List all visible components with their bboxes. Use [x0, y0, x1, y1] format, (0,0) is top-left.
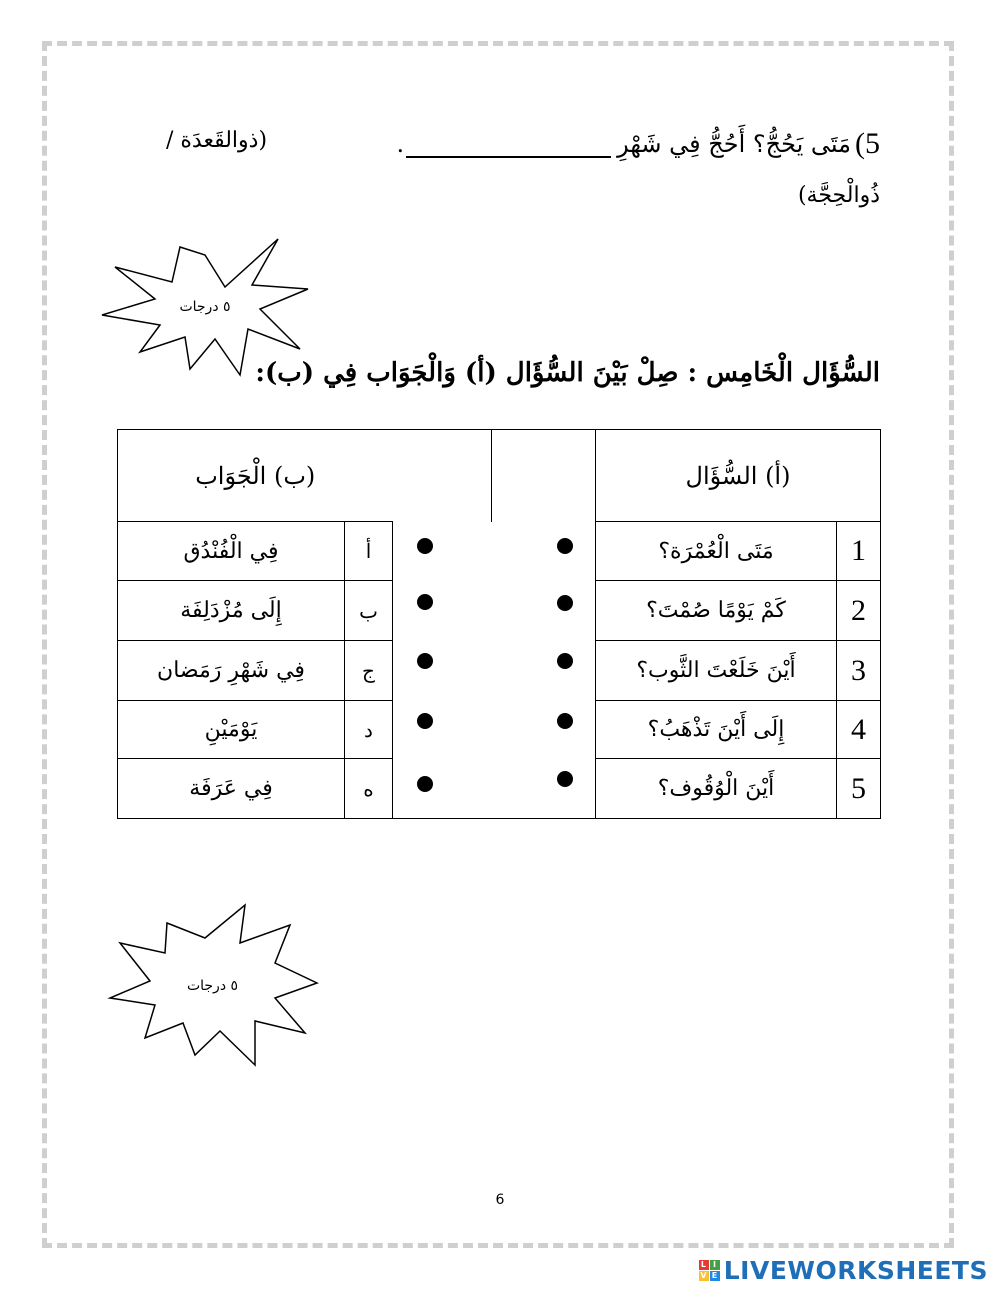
answer-cell: يَوْمَيْنِ	[118, 701, 345, 759]
question-dot[interactable]	[557, 713, 573, 729]
match-dots	[393, 759, 596, 819]
question-dot[interactable]	[557, 653, 573, 669]
answer-letter: ب	[345, 581, 393, 641]
answer-dot[interactable]	[417, 653, 433, 669]
answer-letter: أ	[345, 522, 393, 581]
answer-cell: فِي عَرَفَة	[118, 759, 345, 819]
header-questions: (أ) السُّؤَال	[596, 430, 881, 522]
header-spacer	[393, 430, 596, 522]
match-dots	[393, 522, 596, 581]
match-dots	[393, 701, 596, 759]
liveworksheets-logo-icon: L I V E	[699, 1260, 720, 1281]
match-dots	[393, 641, 596, 701]
row-number: 5	[837, 759, 881, 819]
question-5-options-continued: ذُوالْحِجَّة)	[797, 183, 880, 208]
score-label: ٥ درجات	[186, 977, 239, 994]
answer-letter: د	[345, 701, 393, 759]
question-5-line	[396, 122, 880, 166]
table-row	[118, 759, 881, 819]
question-cell: كَمْ يَوْمًا صُمْتَ؟	[596, 581, 837, 641]
row-number: 2	[837, 581, 881, 641]
match-dots	[393, 581, 596, 641]
liveworksheets-brand	[699, 1256, 988, 1285]
table-row	[118, 581, 881, 641]
brand-name: LIVEWORKSHEETS	[723, 1256, 988, 1285]
score-label: ٥ درجات	[179, 299, 231, 315]
answer-letter: ه	[345, 759, 393, 819]
question-5-options: (ذوالقَعدَة /	[166, 128, 268, 153]
answer-cell: فِي الْفُنْدُق	[118, 522, 345, 581]
table-row	[118, 641, 881, 701]
row-number: 1	[837, 522, 881, 581]
answer-cell: إِلَى مُزْدَلِفَة	[118, 581, 345, 641]
question-5-end-mark: .	[396, 130, 405, 158]
score-star-badge	[100, 237, 310, 377]
question-5-text: مَتَى يَحُجُّ؟ أَحُجُّ فِي شَهْرِ	[617, 130, 851, 158]
answer-cell: فِي شَهْرِ رَمَضان	[118, 641, 345, 701]
table-header-row	[118, 430, 881, 522]
question-cell: مَتَى الْعُمْرَة؟	[596, 522, 837, 581]
answer-letter: ج	[345, 641, 393, 701]
answer-dot[interactable]	[417, 713, 433, 729]
question-cell: أَيْنَ الْوُقُوف؟	[596, 759, 837, 819]
answer-dot[interactable]	[417, 776, 433, 792]
question-dot[interactable]	[557, 771, 573, 787]
answer-dot[interactable]	[417, 594, 433, 610]
row-number: 3	[837, 641, 881, 701]
table-row	[118, 522, 881, 581]
page-number: 6	[495, 1192, 505, 1208]
question-5-number: 5)	[855, 127, 880, 160]
answer-blank[interactable]	[406, 130, 611, 158]
header-answers: (ب) الْجَوَاب	[118, 430, 393, 522]
matching-table	[117, 429, 881, 819]
question-dot[interactable]	[557, 538, 573, 554]
question-cell: إِلَى أَيْنَ تَذْهَبُ؟	[596, 701, 837, 759]
question-dot[interactable]	[557, 595, 573, 611]
section-title: السُّؤَال الْخَامِس : صِلْ بَيْنَ السُّؤَال (أ) وَالْجَوَاب فِي (ب):	[255, 358, 880, 388]
row-number: 4	[837, 701, 881, 759]
score-star-badge	[105, 903, 320, 1068]
question-cell: أَيْنَ خَلَعْتَ الثَّوب؟	[596, 641, 837, 701]
table-row	[118, 701, 881, 759]
answer-dot[interactable]	[417, 538, 433, 554]
